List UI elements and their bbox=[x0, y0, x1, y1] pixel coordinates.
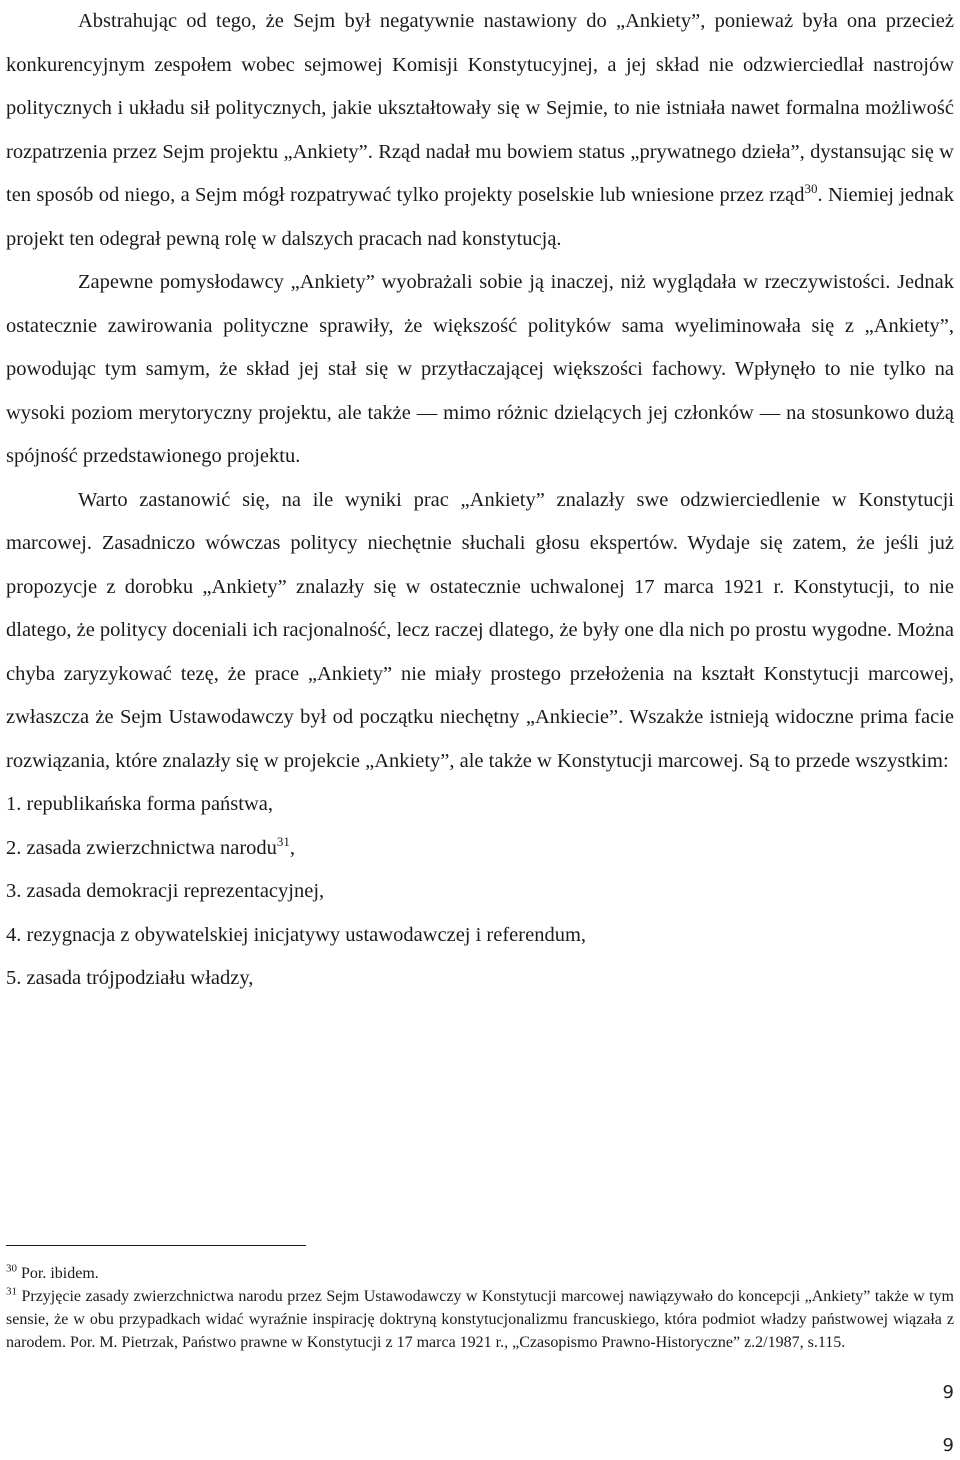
list-item-4: 4. rezygnacja z obywatelskiej inicjatywy ustawodawczej i referendum, bbox=[6, 923, 587, 946]
footnote-31 bbox=[6, 1285, 954, 1354]
paragraph-3: Warto zastanowić się, na ile wyniki prac „Ankiety” znalazły swe odzwierciedlenie w Konstytucji marcowej. Zasadniczo wówczas politycy niechętnie słuchali głosu ekspertów. Wydaje się zatem, że jeśli już propozycje z dorobku „Ankiety” znalazły się w ostatecznie uchwalonej 17 marca 1921 r. Konstytucji, to nie dlatego, że politycy doceniali ich racjonalność, lecz raczej dlatego, że były one dla nich po prostu wygodne. Można chyba zaryzykować tezę, że prace „Ankiety” nie miały prostego przełożenia na kształt Konstytucji marcowej, zwłaszcza że Sejm Ustawodawczy był od początku niechętny „Ankiecie”. Wszakże istnieją widoczne prima facie rozwiązania, które znalazły się w projekcie „Ankiety”, ale także w Konstytucji marcowej. Są to przede wszystkim: bbox=[6, 488, 954, 772]
list-item-3: 3. zasada demokracji reprezentacyjnej, bbox=[6, 880, 325, 902]
page-number-footer: 9 bbox=[942, 1435, 954, 1456]
footnote-30-number: 30 bbox=[6, 1262, 17, 1275]
list-item-2-tail: , bbox=[289, 836, 296, 859]
paragraph-1 bbox=[6, 0, 954, 261]
footnotes bbox=[6, 1262, 954, 1354]
footnote-ref-30[interactable]: 30 bbox=[804, 181, 818, 197]
footnote-31-text: Przyjęcie zasady zwierzchnictwa narodu przez Sejm Ustawodawczy w Konstytucji marcowej nawiązywało do koncepcji „Ankiety” także w tym sensie, że w obu przypadkach widać wyraźnie inspirację doktryną konstytucjonalizmu francuskiego, która podmiot władzy państwowej wiązała z narodem. Por. M. Pietrzak, Państwo prawne w Konstytucji z 17 marca 1921 r., „Czasopismo Prawno-Historyczne” z.2/1987, s.115. bbox=[6, 1288, 954, 1351]
paragraph-1-text-b: . Niemiej jednak projekt ten odegrał pewną rolę w dalszych pracach nad konstytucją. bbox=[6, 184, 954, 250]
paragraph-1-text-a: Abstrahując od tego, że Sejm był negatywnie nastawiony do „Ankiety”, ponieważ była ona przecież konkurencyjnym zespołem wobec sejmowej Komisji Konstytucyjnej, a jej skład nie odzwierciedlał nastrojów politycznych i układu sił politycznych, jakie ukształtowały się w Sejmie, to nie istniała nawet formalna możliwość rozpatrzenia przez Sejm projektu „Ankiety”. Rząd nadał mu bowiem status „prywatnego dzieła”, dystansując się w ten sposób od niego, a Sejm mógł rozpatrywać tylko projekty poselskie lub wniesione przez rząd bbox=[6, 10, 954, 206]
footnote-31-number: 31 bbox=[6, 1285, 17, 1298]
footnote-separator bbox=[6, 1245, 306, 1246]
list-item-2-text: 2. zasada zwierzchnictwa narodu bbox=[6, 836, 277, 859]
footnote-30 bbox=[6, 1262, 954, 1285]
main-text bbox=[6, 0, 954, 1001]
list-item-1: 1. republikańska forma państwa, bbox=[6, 793, 273, 815]
footnote-ref-31[interactable]: 31 bbox=[276, 833, 290, 849]
page-number: 9 bbox=[942, 1382, 954, 1403]
list-item-2 bbox=[6, 827, 954, 871]
list-item-5: 5. zasada trójpodziału władzy, bbox=[6, 967, 254, 989]
paragraph-2: Zapewne pomysłodawcy „Ankiety” wyobrażali sobie ją inaczej, niż wyglądała w rzeczywistości. Jednak ostatecznie zawirowania polityczne sprawiły, że większość polityków sama wyeliminowała się z „Ankiety”, powodując tym samym, że skład jej stał się w przytłaczającej większości fachowy. Wpłynęło to nie tylko na wysoki poziom merytoryczny projektu, ale także — mimo różnic dzielących jej członków — na stosunkowo dużą spójność przedstawionego projektu. bbox=[6, 271, 954, 467]
footnote-30-text: Por. ibidem. bbox=[17, 1265, 99, 1282]
